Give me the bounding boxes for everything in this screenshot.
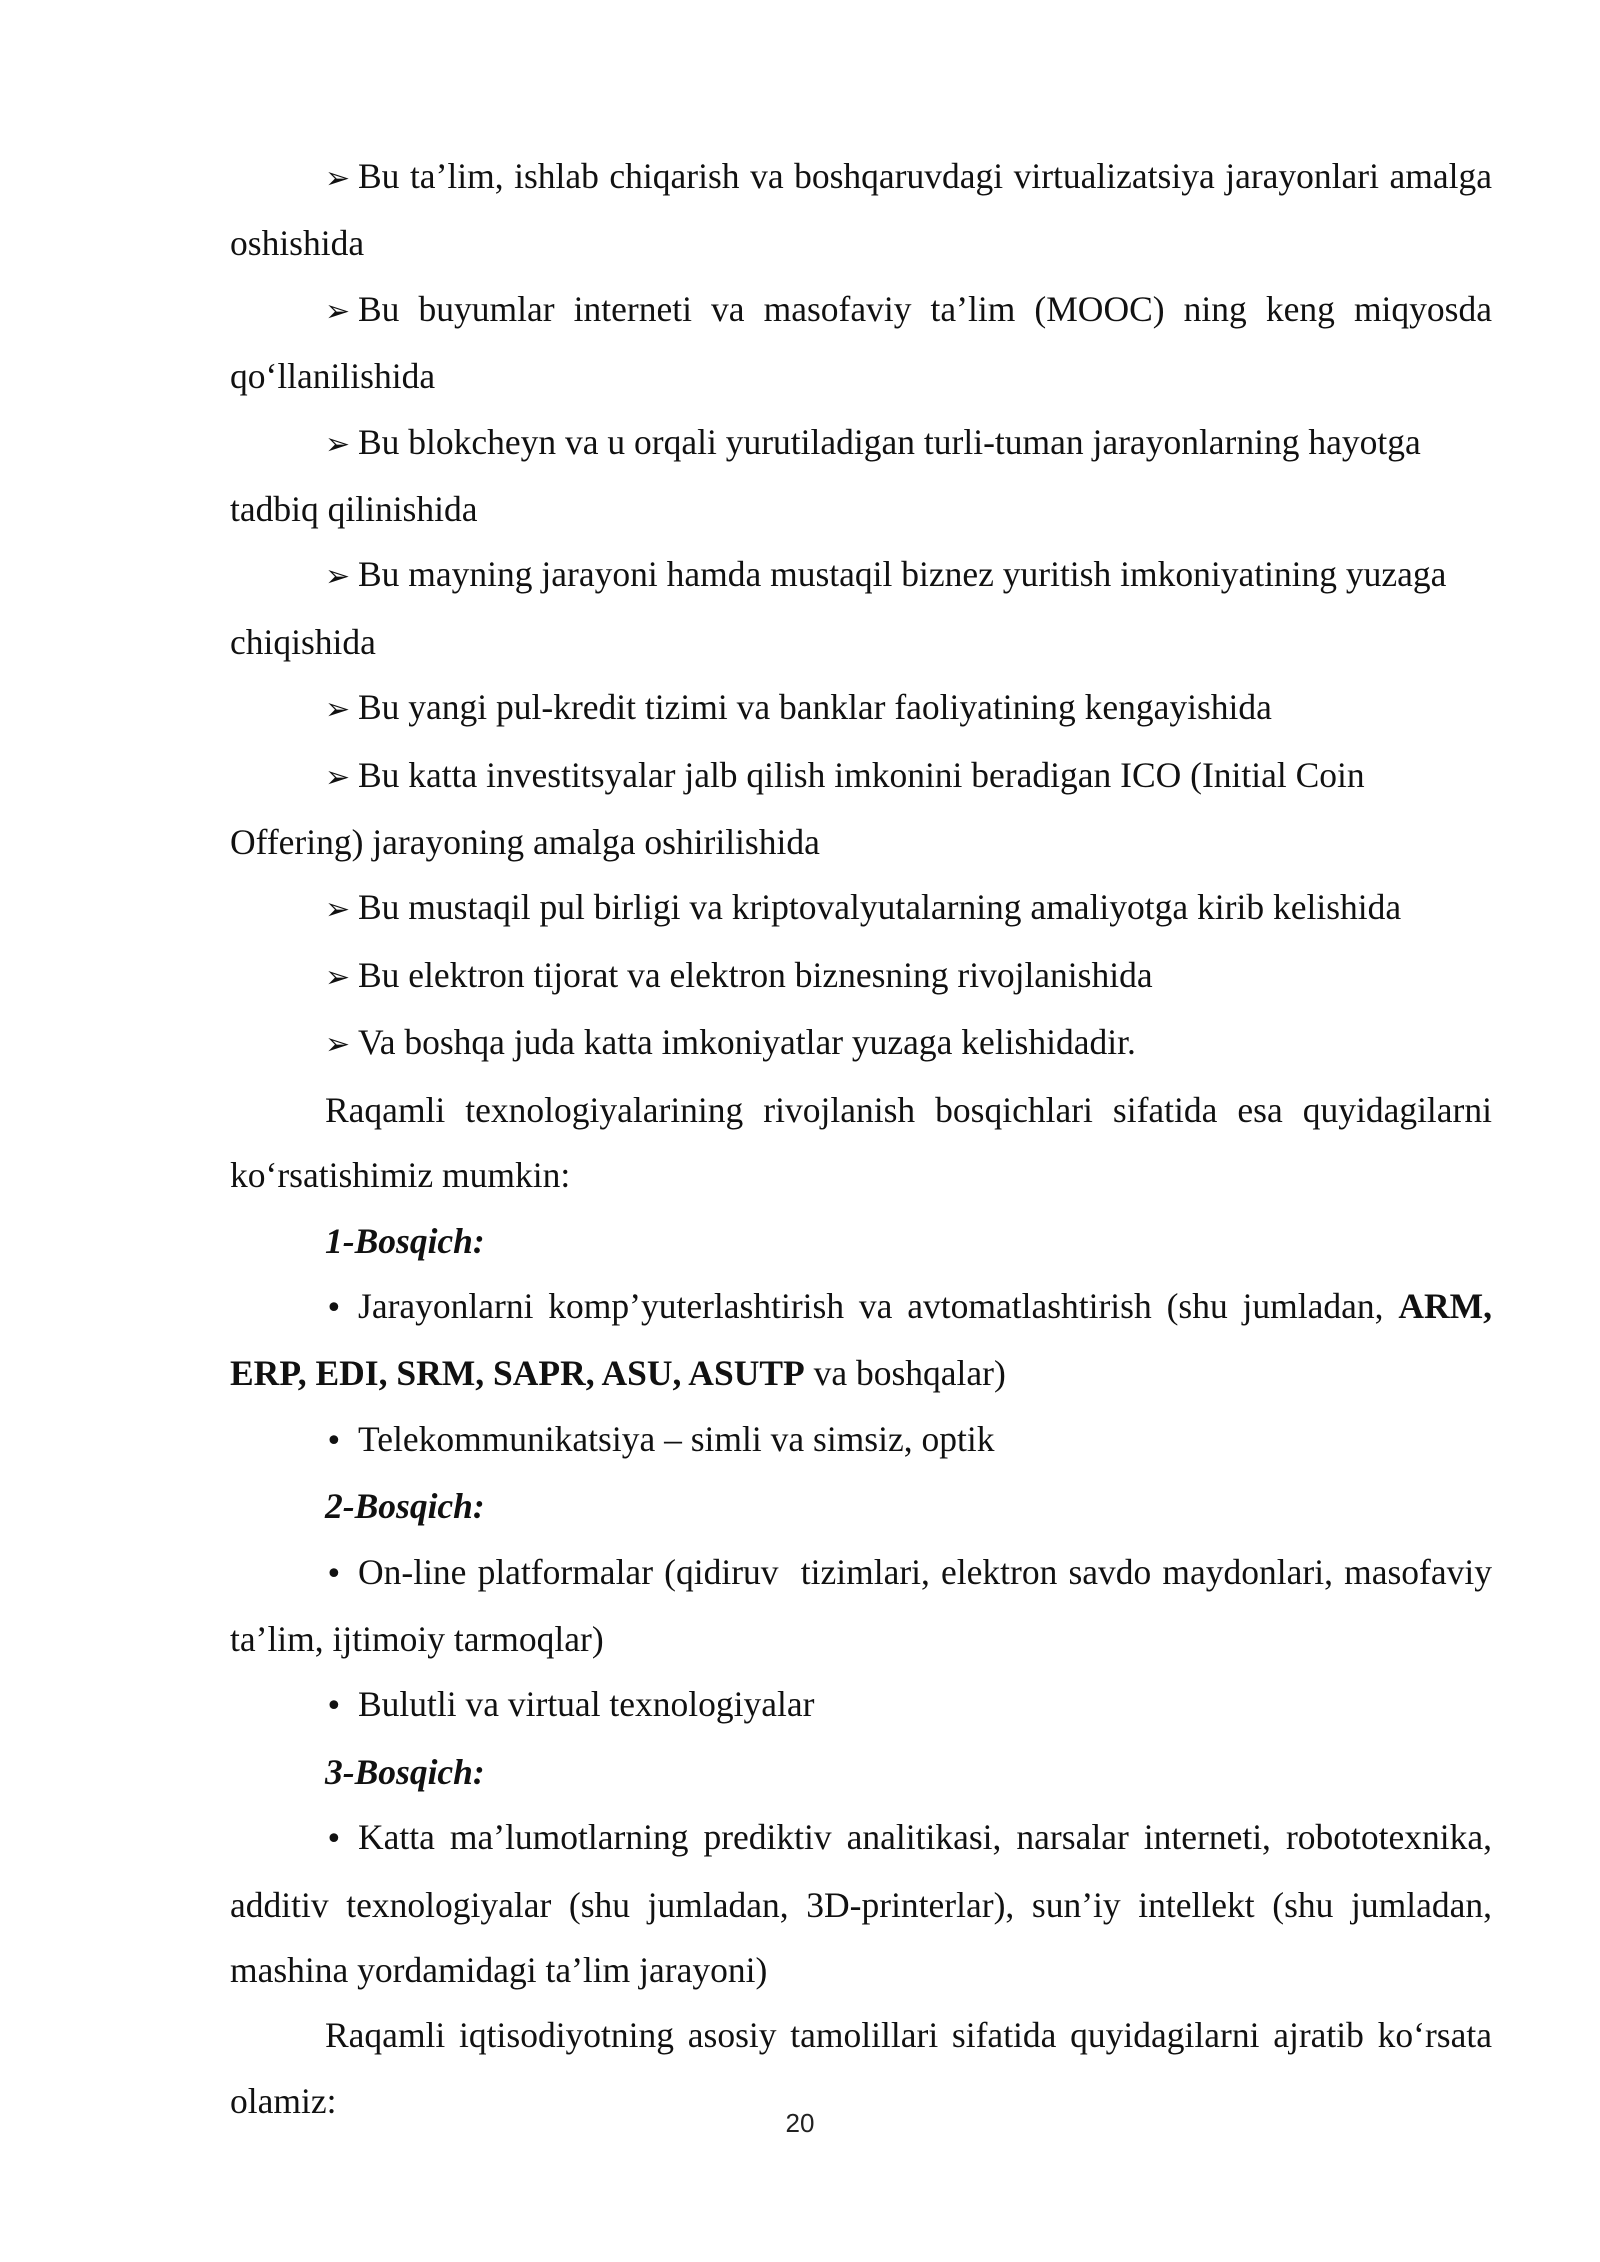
arrow-bullet-icon: ➢ bbox=[325, 426, 351, 462]
page-number: 20 bbox=[785, 2108, 815, 2138]
bullet-dot-icon: • bbox=[325, 1689, 343, 1725]
bullet-dot-icon: • bbox=[325, 1423, 343, 1459]
arrow-bullet-icon: ➢ bbox=[325, 1027, 351, 1063]
bullet-item-bold: ARM, ERP, EDI, SRM, SAPR, ASU, ASUTP bbox=[230, 1285, 1492, 1394]
bullet-item-tail: va boshqalar) bbox=[804, 1353, 1006, 1394]
bullet-item-text: On-line platformalar (qidiruv tizimlari, elektron savdo maydonlari, masofaviy ta’lim, ijtimoiy tarmoqlar) bbox=[230, 1551, 1501, 1659]
arrow-item-text: Bu buyumlar interneti va masofaviy ta’lim (MOOC) ning keng miqyosda qo‘llanilishida bbox=[230, 288, 1492, 397]
closing-paragraph: Raqamli iqtisodiyotning asosiy tamolillari sifatida quyidagilarni ajratib ko‘rsata olamiz: bbox=[230, 2015, 1492, 2121]
arrow-item bbox=[230, 675, 1492, 742]
stage-3 bbox=[230, 1740, 1492, 2004]
arrow-item bbox=[230, 144, 1492, 277]
bullet-item bbox=[230, 1274, 1492, 1407]
arrow-item-text: Bu elektron tijorat va elektron biznesning rivojlanishida bbox=[358, 954, 1153, 995]
bullet-item bbox=[230, 1407, 1492, 1474]
arrow-item bbox=[230, 410, 1492, 543]
arrow-item-text: Bu mustaqil pul birligi va kriptovalyutalarning amaliyotga kirib kelishida bbox=[358, 887, 1402, 928]
bullet-item-text: Telekommunikatsiya – simli va simsiz, optik bbox=[358, 1418, 995, 1459]
arrow-item bbox=[230, 1010, 1492, 1077]
arrow-item-text: Bu katta investitsyalar jalb qilish imkonini beradigan ICO (Initial Coin Offering) jarayoning amalga oshirilishida bbox=[230, 754, 1365, 863]
bullet-item-text: Katta ma’lumotlarning prediktiv analitikasi, narsalar interneti, robototexnika, additiv texnologiyalar (shu jumladan, 3D-printerlar), sun’iy intellekt (shu jumladan, mashina yordamidagi ta’lim jarayoni) bbox=[230, 1817, 1492, 1990]
stage-2 bbox=[230, 1474, 1501, 1740]
page-body bbox=[230, 144, 1501, 2134]
arrow-bullet-icon: ➢ bbox=[325, 692, 351, 728]
arrow-item-text: Bu blokcheyn va u orqali yurutiladigan turli-tuman jarayonlarning hayotga tadbiq qilinishida bbox=[230, 421, 1421, 530]
bullet-dot-icon: • bbox=[325, 1290, 343, 1326]
bullet-item bbox=[230, 1672, 1492, 1739]
arrow-item-text: Bu yangi pul-kredit tizimi va banklar faoliyatining kengayishida bbox=[358, 687, 1272, 728]
arrow-item-text: Va boshqa juda katta imkoniyatlar yuzaga kelishidadir. bbox=[358, 1022, 1136, 1063]
arrow-bullet-icon: ➢ bbox=[325, 959, 351, 995]
arrow-item bbox=[230, 542, 1492, 675]
bullet-dot-icon: • bbox=[325, 1556, 343, 1592]
arrow-item-text: Bu mayning jarayoni hamda mustaqil biznez yuritish imkoniyatining yuzaga chiqishida bbox=[230, 554, 1447, 662]
arrow-item-text: Bu ta’lim, ishlab chiqarish va boshqaruvdagi virtualizatsiya jarayonlari amalga oshishida bbox=[230, 156, 1492, 264]
arrow-item bbox=[230, 943, 1492, 1010]
stage-title: 2-Bosqich: bbox=[325, 1486, 485, 1527]
arrow-bullet-icon: ➢ bbox=[325, 161, 351, 196]
arrow-list bbox=[230, 144, 1492, 1078]
intro-paragraph: Raqamli texnologiyalarining rivojlanish bosqichlari sifatida esa quyidagilarni ko‘rsatishimiz mumkin: bbox=[230, 1089, 1492, 1196]
bullet-item-text: Jarayonlarni komp’yuterlashtirish va avtomatlashtirish (shu jumladan, bbox=[358, 1285, 1384, 1326]
arrow-bullet-icon: ➢ bbox=[325, 892, 351, 928]
arrow-item bbox=[230, 743, 1492, 876]
stage-title: 1-Bosqich: bbox=[325, 1220, 485, 1261]
stage-1 bbox=[230, 1209, 1492, 1475]
bullet-item bbox=[230, 1540, 1501, 1673]
arrow-bullet-icon: ➢ bbox=[325, 559, 351, 595]
stage-title: 3-Bosqich: bbox=[325, 1751, 485, 1792]
bullet-item bbox=[230, 1805, 1492, 2003]
arrow-bullet-icon: ➢ bbox=[325, 293, 351, 329]
arrow-bullet-icon: ➢ bbox=[325, 759, 351, 795]
arrow-item bbox=[230, 277, 1492, 410]
arrow-item bbox=[230, 875, 1492, 942]
bullet-dot-icon: • bbox=[325, 1822, 343, 1858]
bullet-item-text: Bulutli va virtual texnologiyalar bbox=[358, 1684, 815, 1725]
